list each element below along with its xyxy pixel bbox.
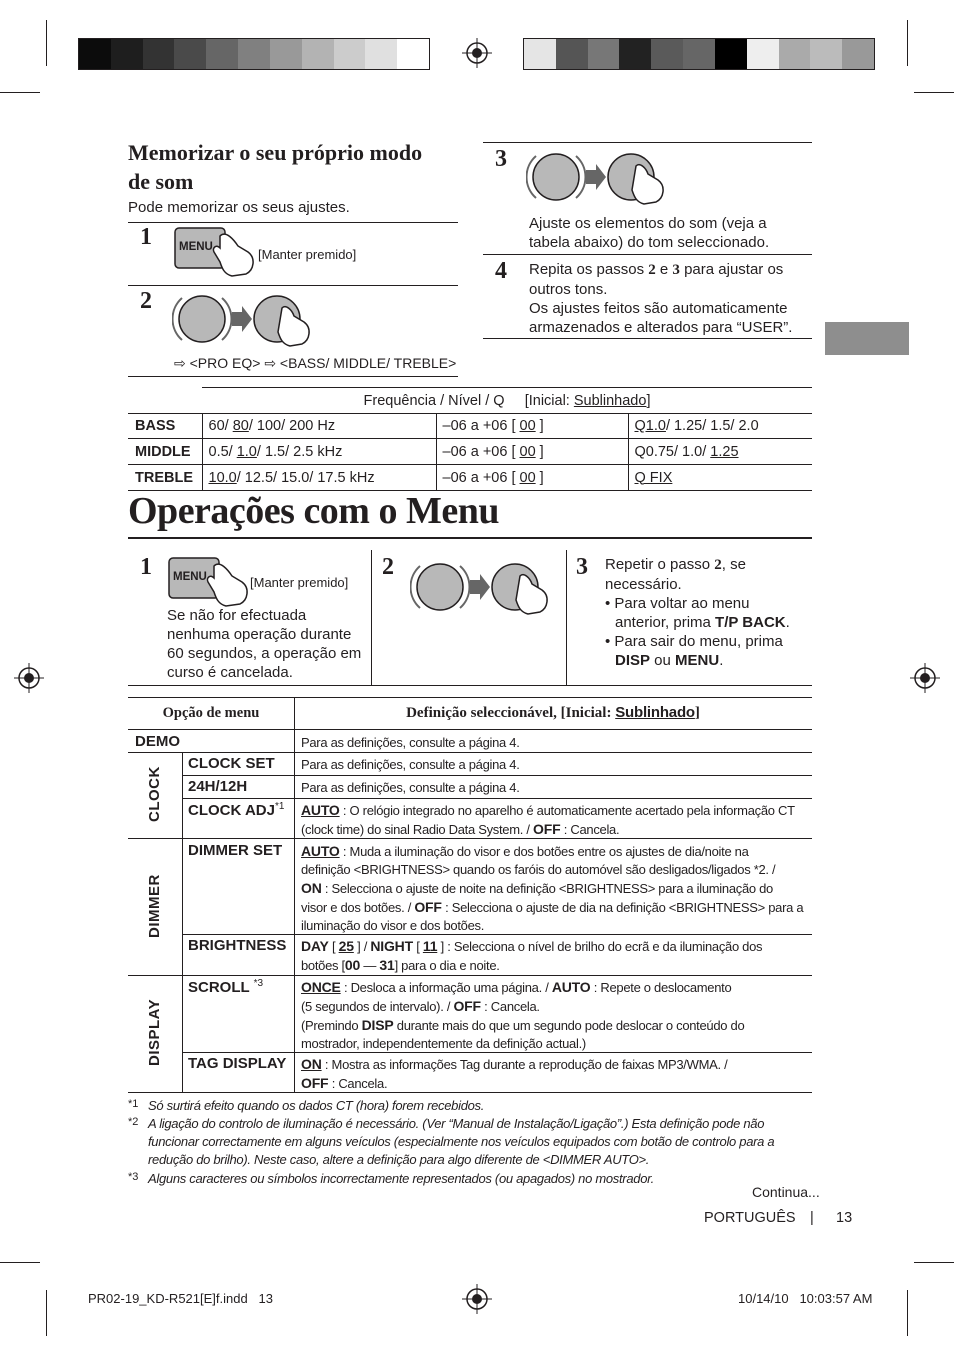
crop-mark (0, 92, 40, 93)
eq-q: Q1.0/ 1.25/ 1.5/ 2.0 (634, 418, 759, 434)
menu-table-col2-header: Definição seleccionável, [Inicial: Sublinhado] (406, 704, 700, 721)
definition-tag-display: ON : Mostra as informações Tag durante a reprodução de faixas MP3/WMA. / OFF : Cancela. (301, 1056, 728, 1091)
eq-table-header: Frequência / Nível / Q [Inicial: Sublinhado] (363, 393, 651, 409)
definition-clock-adj: AUTO : O relógio integrado no aparelho é automaticamente acertado pela informação CT (clock time) do sinal Radio Data System. / OFF : Cancela. (301, 802, 795, 837)
definition-brightness: DAY [ 25 ] / NIGHT [ 11 ] : Selecciona o nível de brilho do ecrã e da iluminação dos botões [00 — 31] para o dia e noite. (301, 938, 763, 973)
eq-frequency: 10.0/ 12.5/ 15.0/ 17.5 kHz (202, 465, 436, 491)
menu-option-clock-set: CLOCK SET (188, 755, 275, 772)
eq-level: –06 a +06 [ 00 ] (436, 439, 628, 465)
definition-scroll: ONCE : Desloca a informação uma página. / AUTO : Repete o deslocamento (5 segundos de intervalo). / OFF : Cancela. (Premindo DISP durante mais do que um segundo pode deslocar o conteúdo do mostrador, independentemente da definição actual.) (301, 979, 745, 1051)
menu-option-scroll: SCROLL $^{*3}$ (188, 978, 264, 996)
menu-option-demo: DEMO (135, 733, 180, 750)
eq-frequency: 60/ 80/ 100/ 200 Hz (202, 414, 436, 439)
step4-text: Repita os passos 2 e 3 para ajustar os outros tons. Os ajustes feitos são automaticamente armazenados e alterados para “USER”. (529, 261, 793, 336)
registration-mark-icon (462, 1284, 492, 1314)
step1-timeout-note: Se não for efectuada nenhuma operação durante 60 segundos, a operação em curso é cancelada. (167, 607, 362, 681)
eq-q: Q0.75/ 1.0/ 1.25 (634, 443, 739, 460)
menu-group-dimmer: DIMMER (146, 874, 163, 938)
step-number: 3 (576, 554, 588, 580)
crop-mark (907, 1290, 908, 1336)
hold-note: [Manter premido] (250, 575, 349, 590)
menu-option-dimmer-set: DIMMER SET (188, 842, 283, 859)
color-bar-right (523, 38, 875, 70)
color-bar-left (78, 38, 430, 70)
continues-note: Continua... (752, 1184, 820, 1200)
rotate-push-knob-icon (172, 288, 332, 350)
footnote-marker: *3 (128, 1171, 139, 1183)
eq-table (128, 413, 812, 491)
eq-level: –06 a +06 [ 00 ] (436, 465, 628, 491)
registration-mark-icon (462, 38, 492, 68)
registration-mark-icon (14, 663, 44, 693)
menu-button-label: MENU (179, 241, 213, 253)
menu-group-clock: CLOCK (146, 766, 163, 822)
footer-language: PORTUGUÊS (704, 1210, 796, 1226)
definition-dimmer-set: AUTO : Muda a iluminação do visor e dos botões entre os ajustes de dia/noite na definição <BRIGHTNESS> quando os faróis do automóvel são desligados/ligados *2. / ON : Selecciona o ajuste de noite na definição <BRIGHTNESS> para a iluminação do visor e dos botões. / OFF : Selecciona o ajuste de dia na definição <BRIGHTNESS> para a iluminação do visor e dos botões. (301, 843, 804, 933)
definition-demo: Para as definições, consulte a página 4. (301, 735, 520, 750)
page-title: Operações com o Menu (128, 490, 499, 532)
eq-level: –06 a +06 [ 00 ] (436, 414, 628, 439)
registration-mark-icon (910, 663, 940, 693)
step3-text: Ajuste os elementos do som (veja a tabela abaixo) do tom seleccionado. (529, 215, 770, 251)
eq-row-name: MIDDLE (128, 439, 202, 465)
menu-option-24h-12h: 24H/12H (188, 778, 248, 795)
menu-option-clock-adj: CLOCK ADJ$^{*1}$ (188, 801, 285, 819)
step-number: 1 (140, 224, 152, 250)
step-number: 1 (140, 554, 152, 580)
crop-mark (46, 1290, 47, 1336)
section-title: Memorizar o seu próprio modo de som (128, 140, 423, 194)
menu-option-tag-display: TAG DISPLAY (188, 1055, 287, 1072)
step-number: 4 (495, 258, 507, 284)
footnote-3: Alguns caracteres ou símbolos incorrectamente representados (ou apagados) no mostrador. (148, 1171, 654, 1186)
print-timestamp: 10/14/10 10:03:57 AM (738, 1291, 873, 1306)
rotate-push-knob-icon (526, 146, 686, 208)
hold-note: [Manter premido] (258, 247, 357, 262)
menu-option-brightness: BRIGHTNESS (188, 937, 287, 954)
crop-mark (914, 1262, 954, 1263)
crop-mark (46, 20, 47, 66)
footnote-1: Só surtirá efeito quando os dados CT (hora) forem recebidos. (148, 1098, 485, 1113)
menu-group-display: DISPLAY (146, 998, 163, 1066)
page-number: 13 (836, 1210, 853, 1226)
definition-clock-set: Para as definições, consulte a página 4. (301, 757, 520, 772)
menu-button-label: MENU (173, 571, 207, 583)
step-number: 2 (382, 554, 394, 580)
print-file-name: PR02-19_KD-R521[E]f.indd 13 (88, 1291, 273, 1306)
crop-mark (907, 20, 908, 66)
step2-menu-path: ⇨ <PRO EQ> ⇨ <BASS/ MIDDLE/ TREBLE> (174, 355, 457, 371)
definition-24h-12h: Para as definições, consulte a página 4. (301, 780, 520, 795)
eq-q: Q FIX (634, 469, 673, 486)
section-subtitle: Pode memorizar os seus ajustes. (128, 199, 350, 216)
footnote-marker: *1 (128, 1098, 139, 1110)
step3-instructions: Repetir o passo 2, se necessário. • Para voltar ao menu anterior, prima T/P BACK. • Para sair do menu, prima DISP ou MENU. (605, 556, 790, 669)
eq-row-name: BASS (128, 414, 202, 439)
crop-mark (914, 92, 954, 93)
footnote-marker: *2 (128, 1116, 139, 1128)
footnote-2: A ligação do controlo de iluminação é necessário. (Ver “Manual de Instalação/Ligação”.) Esta definição pode não funcionar correctamente em alguns veículos (especialmente nos veículos equipados com botão de controlo para a redução do brilho). Neste caso, altere a definição para algo diferente de <DIMMER AUTO>. (148, 1116, 775, 1167)
step-number: 3 (495, 146, 507, 172)
menu-table-col1-header: Opção de menu (162, 705, 260, 721)
language-tab (825, 322, 909, 355)
crop-mark (0, 1262, 40, 1263)
eq-row-name: TREBLE (128, 465, 202, 491)
eq-frequency: 0.5/ 1.0/ 1.5/ 2.5 kHz (202, 439, 436, 465)
rotate-push-knob-icon (410, 556, 570, 618)
step-number: 2 (140, 288, 152, 314)
footer-separator: | (810, 1210, 814, 1226)
